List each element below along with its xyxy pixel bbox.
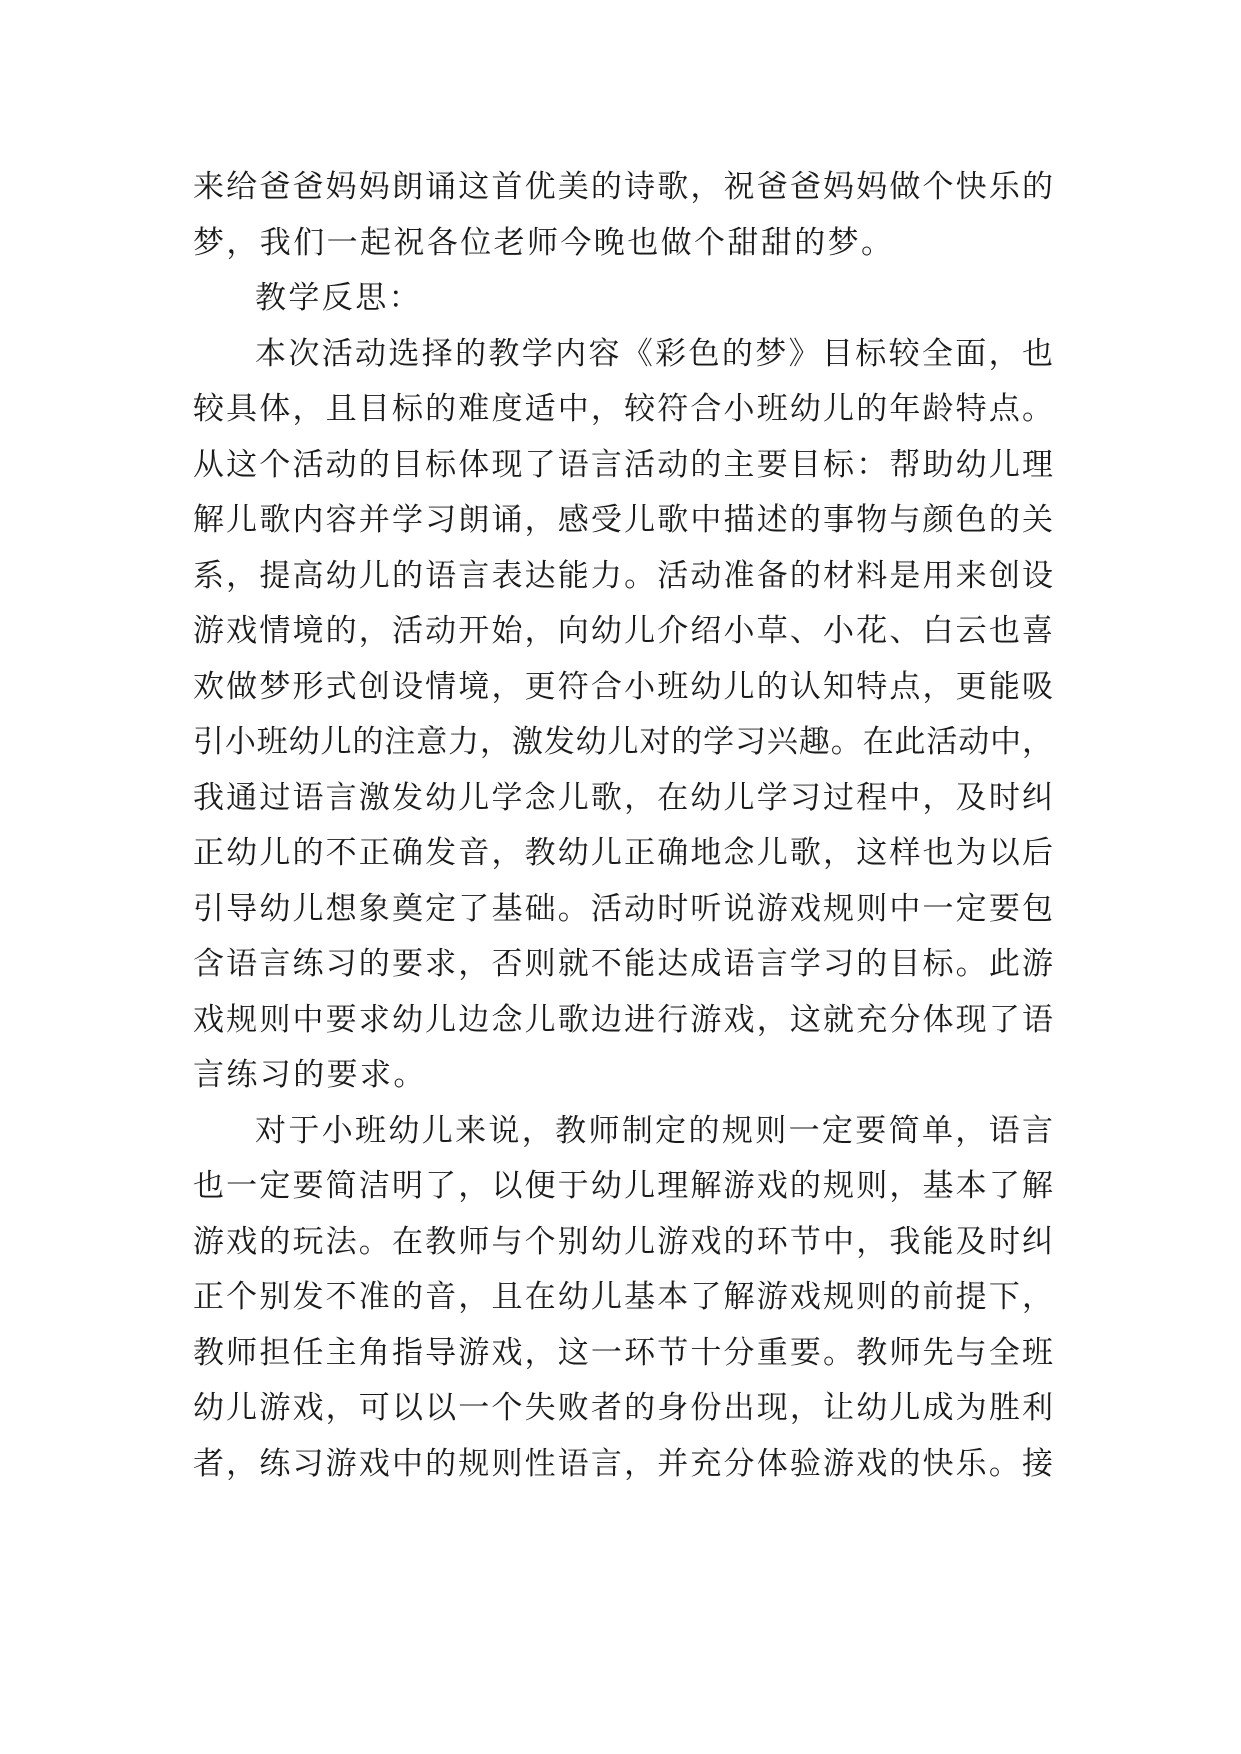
text-line: 引小班幼儿的注意力，激发幼儿对的学习兴趣。在此活动中， <box>193 724 1053 760</box>
text-line: 含语言练习的要求，否则就不能达成语言学习的目标。此游 <box>193 946 1053 982</box>
text-line: 从这个活动的目标体现了语言活动的主要目标：帮助幼儿理 <box>193 446 1053 483</box>
section-heading: 教学反思： <box>255 280 422 316</box>
text-line: 我通过语言激发幼儿学念儿歌，在幼儿学习过程中，及时纠 <box>193 779 1053 816</box>
text-line: 系，提高幼儿的语言表达能力。活动准备的材料是用来创设 <box>193 557 1053 594</box>
text-line: 梦，我们一起祝各位老师今晚也做个甜甜的梦。 <box>193 224 895 261</box>
text-line: 对于小班幼儿来说，教师制定的规则一定要简单，语言 <box>255 1112 1053 1149</box>
text-line: 来给爸爸妈妈朗诵这首优美的诗歌，祝爸爸妈妈做个快乐的 <box>193 169 1053 205</box>
text-line: 本次活动选择的教学内容《彩色的梦》目标较全面，也 <box>255 335 1053 372</box>
text-line: 游戏的玩法。在教师与个别幼儿游戏的环节中，我能及时纠 <box>193 1223 1053 1260</box>
text-line: 引导幼儿想象奠定了基础。活动时听说游戏规则中一定要包 <box>193 890 1053 927</box>
text-line: 欢做梦形式创设情境，更符合小班幼儿的认知特点，更能吸 <box>193 668 1053 705</box>
text-line: 游戏情境的，活动开始，向幼儿介绍小草、小花、白云也喜 <box>193 613 1053 649</box>
text-line: 正个别发不准的音，且在幼儿基本了解游戏规则的前提下， <box>193 1279 1053 1315</box>
body-text <box>193 160 1053 1492</box>
text-line: 较具体，且目标的难度适中，较符合小班幼儿的年龄特点。 <box>193 391 1053 427</box>
text-line: 也一定要简洁明了，以便于幼儿理解游戏的规则，基本了解 <box>193 1168 1053 1204</box>
text-line: 教师担任主角指导游戏，这一环节十分重要。教师先与全班 <box>193 1334 1053 1371</box>
text-line: 正幼儿的不正确发音，教幼儿正确地念儿歌，这样也为以后 <box>193 835 1053 871</box>
text-line: 言练习的要求。 <box>193 1057 427 1093</box>
text-line: 戏规则中要求幼儿边念儿歌边进行游戏，这就充分体现了语 <box>193 1001 1053 1038</box>
text-line: 幼儿游戏，可以以一个失败者的身份出现，让幼儿成为胜利 <box>193 1390 1053 1426</box>
text-line: 解儿歌内容并学习朗诵，感受儿歌中描述的事物与颜色的关 <box>193 502 1053 538</box>
text-line: 者，练习游戏中的规则性语言，并充分体验游戏的快乐。接 <box>193 1445 1053 1482</box>
